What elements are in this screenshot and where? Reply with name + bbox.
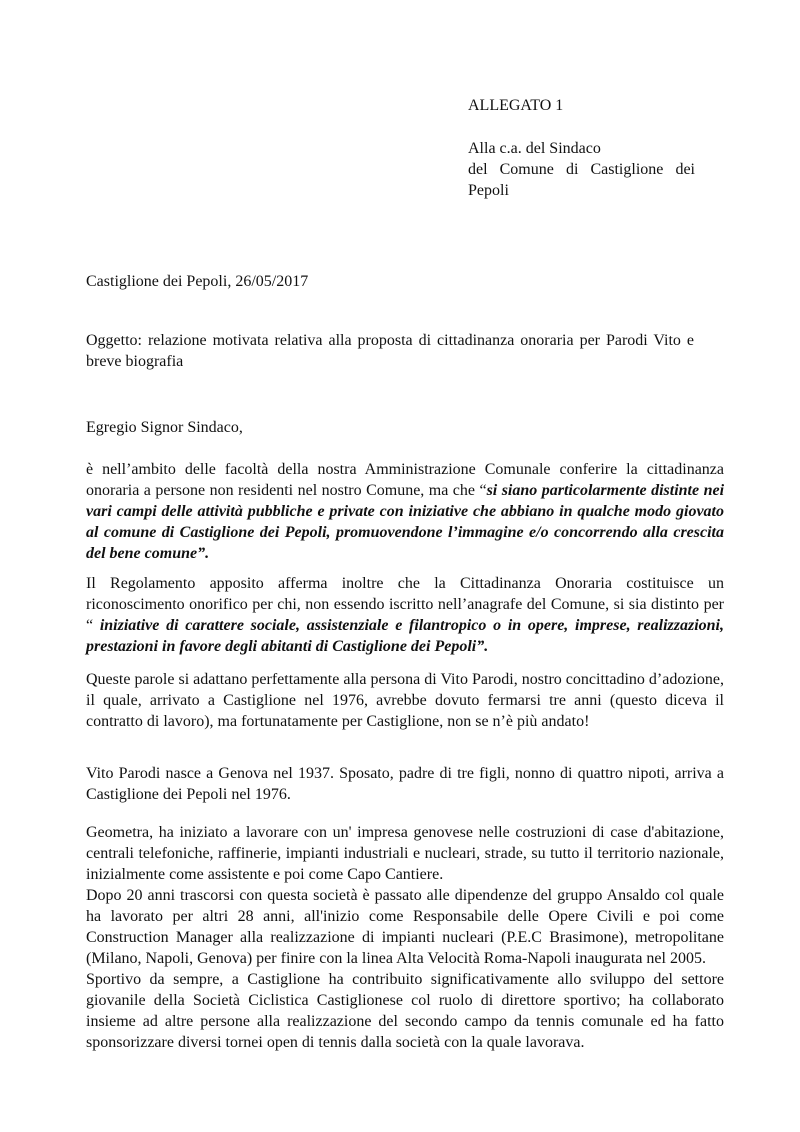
recipient-line: del Comune di Castiglione dei (468, 161, 695, 178)
paragraph-regulation (86, 573, 724, 657)
recipient-line: Pepoli (468, 182, 509, 199)
paragraph-birth: Vito Parodi nasce a Genova nel 1937. Sposato, padre di tre figli, nonno di quattro nipoti, arriva a Castiglione dei Pepoli nel 1976. (86, 765, 724, 803)
quoted-regulation: iniziative di carattere sociale, assistenziale e filantropico o in opere, imprese, realizzazioni, prestazioni in favore degli abitanti di Castiglione dei Pepoli”. (86, 617, 724, 655)
paragraph-citizenship-faculty (86, 459, 724, 564)
paragraph-text: è nell’ambito delle facoltà della nostra Amministrazione Comunale conferire la cittadinanza onoraria a persone non residenti nel nostro Comune, ma che “ (86, 461, 724, 499)
recipient-line: Alla c.a. del Sindaco (468, 140, 601, 157)
recipient-block (468, 138, 695, 201)
annex-label: ALLEGATO 1 (468, 97, 564, 114)
paragraph-career-ansaldo: Dopo 20 anni trascorsi con questa società è passato alle dipendenze del gruppo Ansaldo col quale ha lavorato per altri 28 anni, all'inizio come Responsabile delle Opere Civili e poi come Construction Manager alla realizzazione di impianti nucleari (P.E.C Brasimone), metropolitane (Milano, Napoli, Genova) per finire con la linea Alta Velocità Roma-Napoli inaugurata nel 2005. (86, 887, 724, 967)
paragraph-text: Il Regolamento apposito afferma inoltre che la Cittadinanza Onoraria costituisce un riconoscimento onorifico per chi, non essendo iscritto nell’anagrafe del Comune, si sia distinto per “ (86, 575, 724, 634)
paragraph-intro-vito: Queste parole si adattano perfettamente alla persona di Vito Parodi, nostro concittadino d’adozione, il quale, arrivato a Castiglione nel 1976, avrebbe dovuto fermarsi tre anni (questo diceva il contratto di lavoro), ma fortunatamente per Castiglione, non se n’è più andato! (86, 671, 724, 730)
place-date: Castiglione dei Pepoli, 26/05/2017 (86, 273, 309, 290)
paragraph-career-early: Geometra, ha iniziato a lavorare con un' impresa genovese nelle costruzioni di case d'abitazione, centrali telefoniche, raffinerie, impianti industriali e nucleari, strade, su tutto il territorio nazionale, inizialmente come assistente e poi come Capo Cantiere. (86, 824, 724, 883)
paragraph-career (86, 822, 724, 969)
paragraph-sport: Sportivo da sempre, a Castiglione ha contribuito significativamente allo sviluppo del settore giovanile della Società Ciclistica Castiglionese col ruolo di direttore sportivo; ha collaborato insieme ad altre persone alla realizzazione del secondo campo da tennis comunale ed ha fatto sponsorizzare diversi tornei open di tennis dalla società con la quale lavorava. (86, 971, 724, 1051)
quoted-criteria: si siano particolarmente distinte nei vari campi delle attività pubbliche e private con iniziative che abbiano in qualche modo giovato al comune di Castiglione dei Pepoli, promuovendone l’immagine e/o concorrendo alla crescita del bene comune”. (86, 482, 725, 562)
salutation: Egregio Signor Sindaco, (86, 419, 243, 436)
subject-line: Oggetto: relazione motivata relativa alla proposta di cittadinanza onoraria per Parodi Vito e breve biografia (86, 332, 694, 370)
